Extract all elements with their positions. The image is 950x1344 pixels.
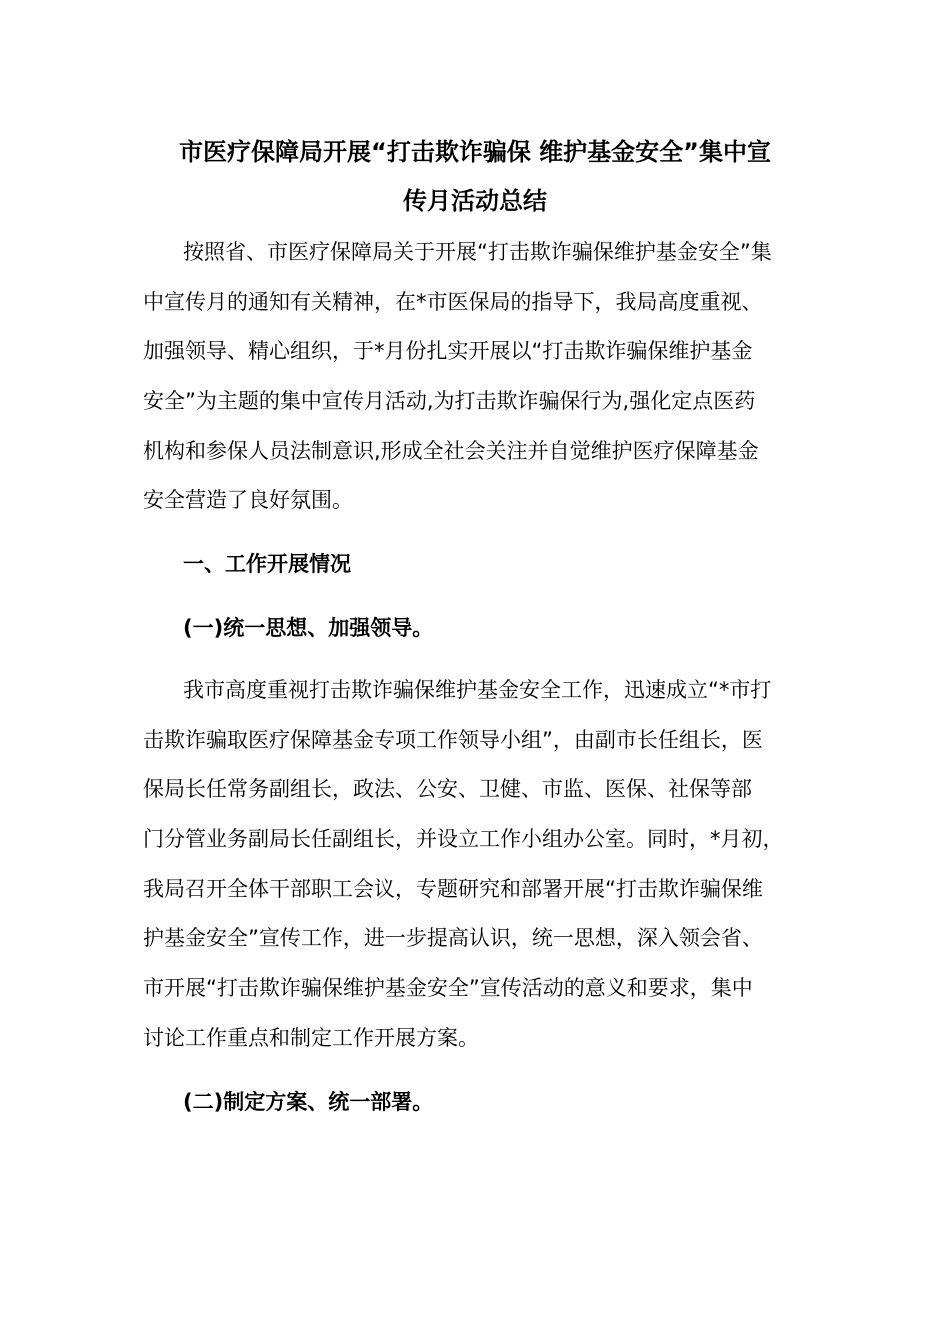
paragraph-1-line-3: 加强领导、精心组织，于*月份扎实开展以“打击欺诈骗保维护基金 (143, 339, 753, 363)
paragraph-2-line-2: 击欺诈骗取医疗保障基金专项工作领导小组”，由副市长任组长，医 (143, 728, 763, 752)
paragraph-2-line-4: 门分管业务副局长任副组长，并设立工作小组办公室。同时，*月初， (143, 827, 784, 851)
section-1-heading: 一、工作开展情况 (183, 552, 351, 576)
paragraph-2-line-3: 保局长任常务副组长，政法、公安、卫健、市监、医保、社保等部 (143, 777, 752, 801)
paragraph-1-line-2: 中宣传月的通知有关精神，在*市医保局的指导下，我局高度重视、 (143, 290, 763, 314)
subsection-2-heading: (二)制定方案、统一部署。 (183, 1090, 434, 1114)
paragraph-2-line-1: 我市高度重视打击欺诈骗保维护基金安全工作，迅速成立“*市打 (183, 678, 772, 702)
subsection-1-heading: (一)统一思想、加强领导。 (183, 616, 434, 640)
paragraph-2-line-8: 讨论工作重点和制定工作开展方案。 (143, 1026, 479, 1050)
paragraph-1-line-5: 机构和参保人员法制意识,形成全社会关注并自觉维护医疗保障基金 (143, 439, 759, 463)
paragraph-1-line-4: 安全”为主题的集中宣传月活动,为打击欺诈骗保行为,强化定点医药 (143, 389, 756, 413)
paragraph-2-line-6: 护基金安全”宣传工作，进一步提高认识，统一思想，深入领会省、 (143, 926, 763, 950)
document-title-line-2: 传月活动总结 (403, 187, 547, 215)
paragraph-1-line-6: 安全营造了良好氛围。 (143, 488, 353, 512)
paragraph-2-line-5: 我局召开全体干部职工会议，专题研究和部署开展“打击欺诈骗保维 (143, 877, 763, 901)
paragraph-1-line-1: 按照省、市医疗保障局关于开展“打击欺诈骗保维护基金安全”集 (183, 240, 772, 264)
document-title-line-1: 市医疗保障局开展“打击欺诈骗保 维护基金安全”集中宣 (179, 138, 771, 166)
paragraph-2-line-7: 市开展“打击欺诈骗保维护基金安全”宣传活动的意义和要求，集中 (143, 976, 753, 1000)
